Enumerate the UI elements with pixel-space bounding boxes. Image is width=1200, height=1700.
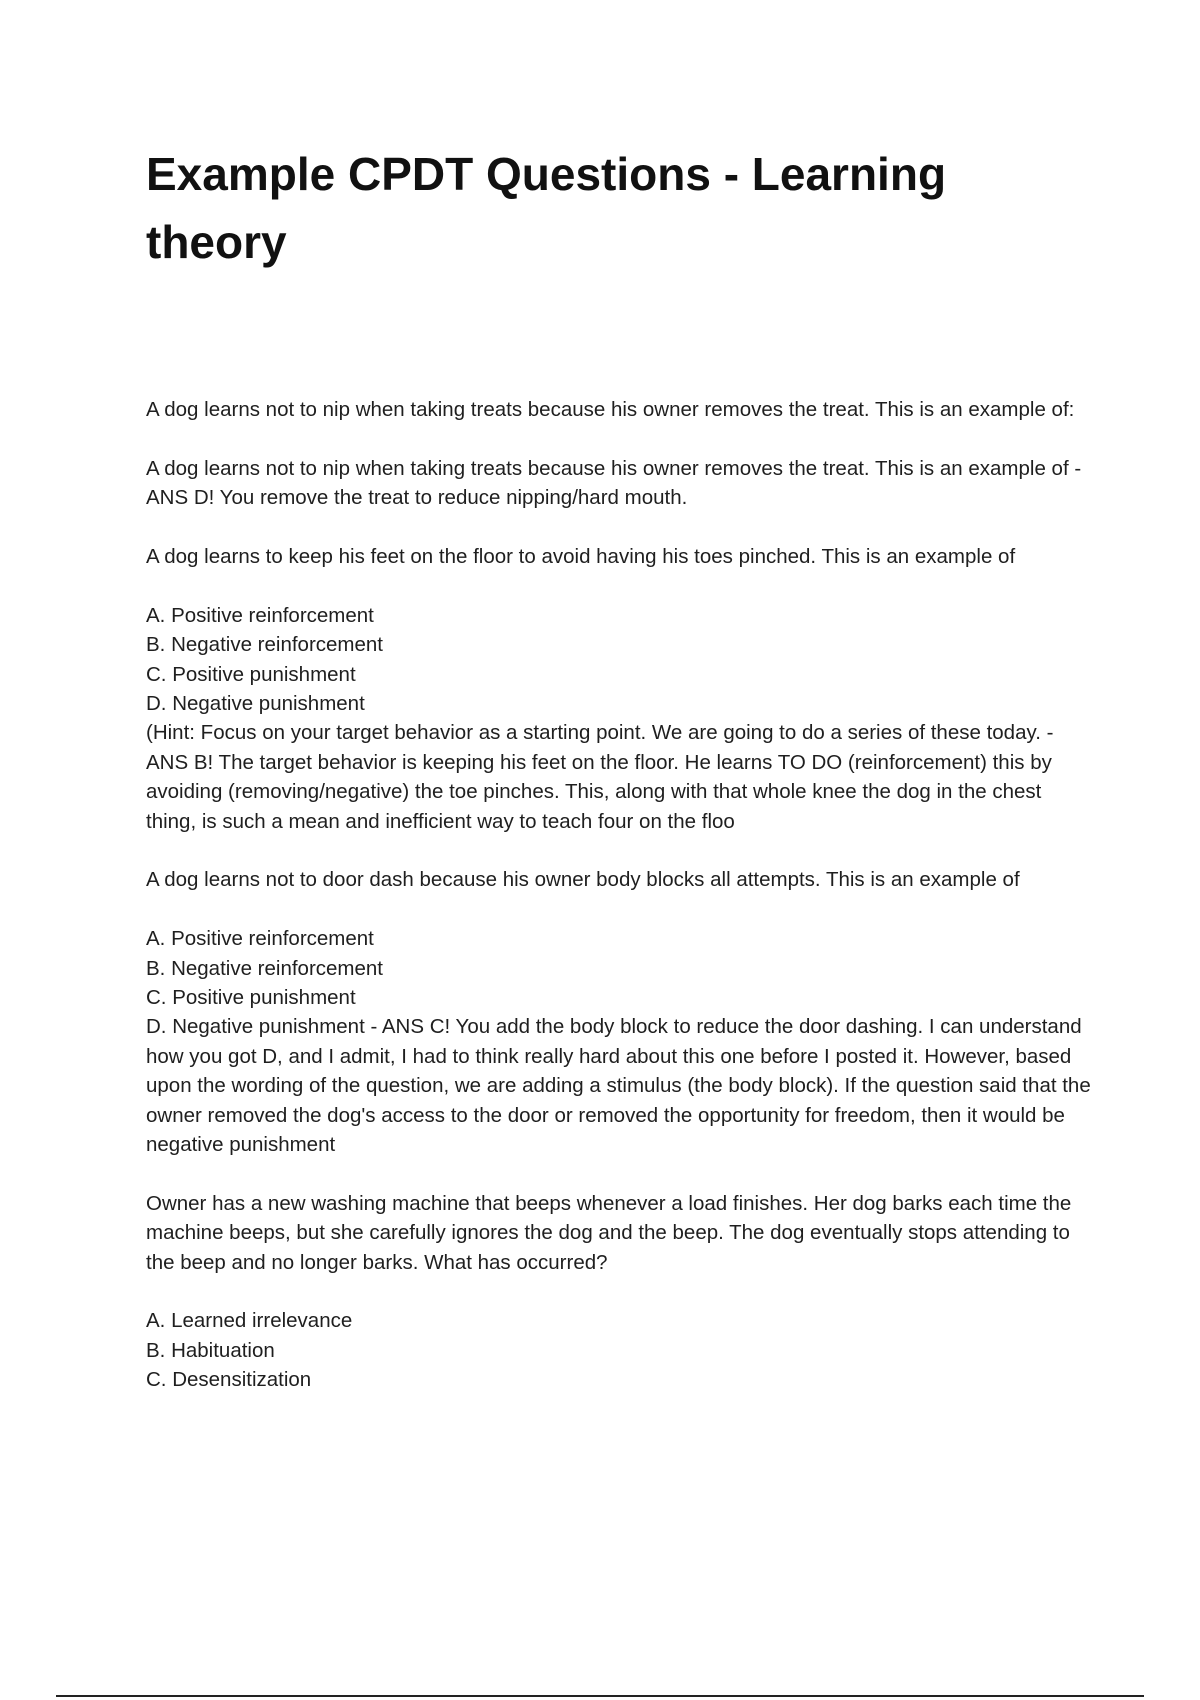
question-3-options (146, 924, 1096, 1012)
page-bottom-divider (56, 1695, 1144, 1697)
question-3-answer: D. Negative punishment - ANS C! You add the body block to reduce the door dashing. I can understand how you got D, and I admit, I had to think really hard about this one before I posted it. However, based upon the wording of the question, we are adding a stimulus (the body block). If the question said that the owner removed the dog's access to the door or removed the opportunity for freedom, then it would be negative punishment (146, 1015, 1091, 1157)
option-item: A. Positive reinforcement (146, 603, 374, 627)
option-item: C. Positive punishment (146, 986, 356, 1010)
question-1-prompt: A dog learns not to nip when taking treats because his owner removes the treat. This is an example of: (146, 398, 1075, 421)
page-title: Example CPDT Questions - Learning theory (146, 148, 947, 268)
question-4-options (146, 1306, 1096, 1394)
question-2-prompt: A dog learns to keep his feet on the floor to avoid having his toes pinched. This is an example of (146, 545, 1016, 568)
question-1-answer: A dog learns not to nip when taking treats because his owner removes the treat. This is an example of - ANS D! You remove the treat to reduce nipping/hard mouth. (146, 456, 1082, 510)
option-item: B. Negative reinforcement (146, 956, 384, 980)
option-item: D. Negative punishment (146, 692, 365, 716)
option-item: B. Negative reinforcement (146, 633, 384, 657)
option-item: B. Habituation (146, 1338, 275, 1362)
option-item: C. Desensitization (146, 1368, 312, 1392)
option-item: C. Positive punishment (146, 662, 356, 686)
question-2-options (146, 601, 1096, 719)
option-item: A. Learned irrelevance (146, 1309, 353, 1333)
document-body (146, 395, 1096, 1395)
option-item: A. Positive reinforcement (146, 927, 374, 951)
question-4-prompt: Owner has a new washing machine that beeps whenever a load finishes. Her dog barks each time the machine beeps, but she carefully ignores the dog and the beep. The dog eventually stops attending to the beep and no longer barks. What has occurred? (146, 1191, 1072, 1274)
question-3-prompt: A dog learns not to door dash because his owner body blocks all attempts. This is an example of (146, 868, 1020, 892)
question-2-answer: (Hint: Focus on your target behavior as a starting point. We are going to do a series of these today. - ANS B! The target behavior is keeping his feet on the floor. He learns TO DO (reinforcement) this by avoiding (removing/negative) the toe pinches. This, along with that whole knee the dog in the chest thing, is such a mean and inefficient way to teach four on the floo (146, 721, 1054, 833)
